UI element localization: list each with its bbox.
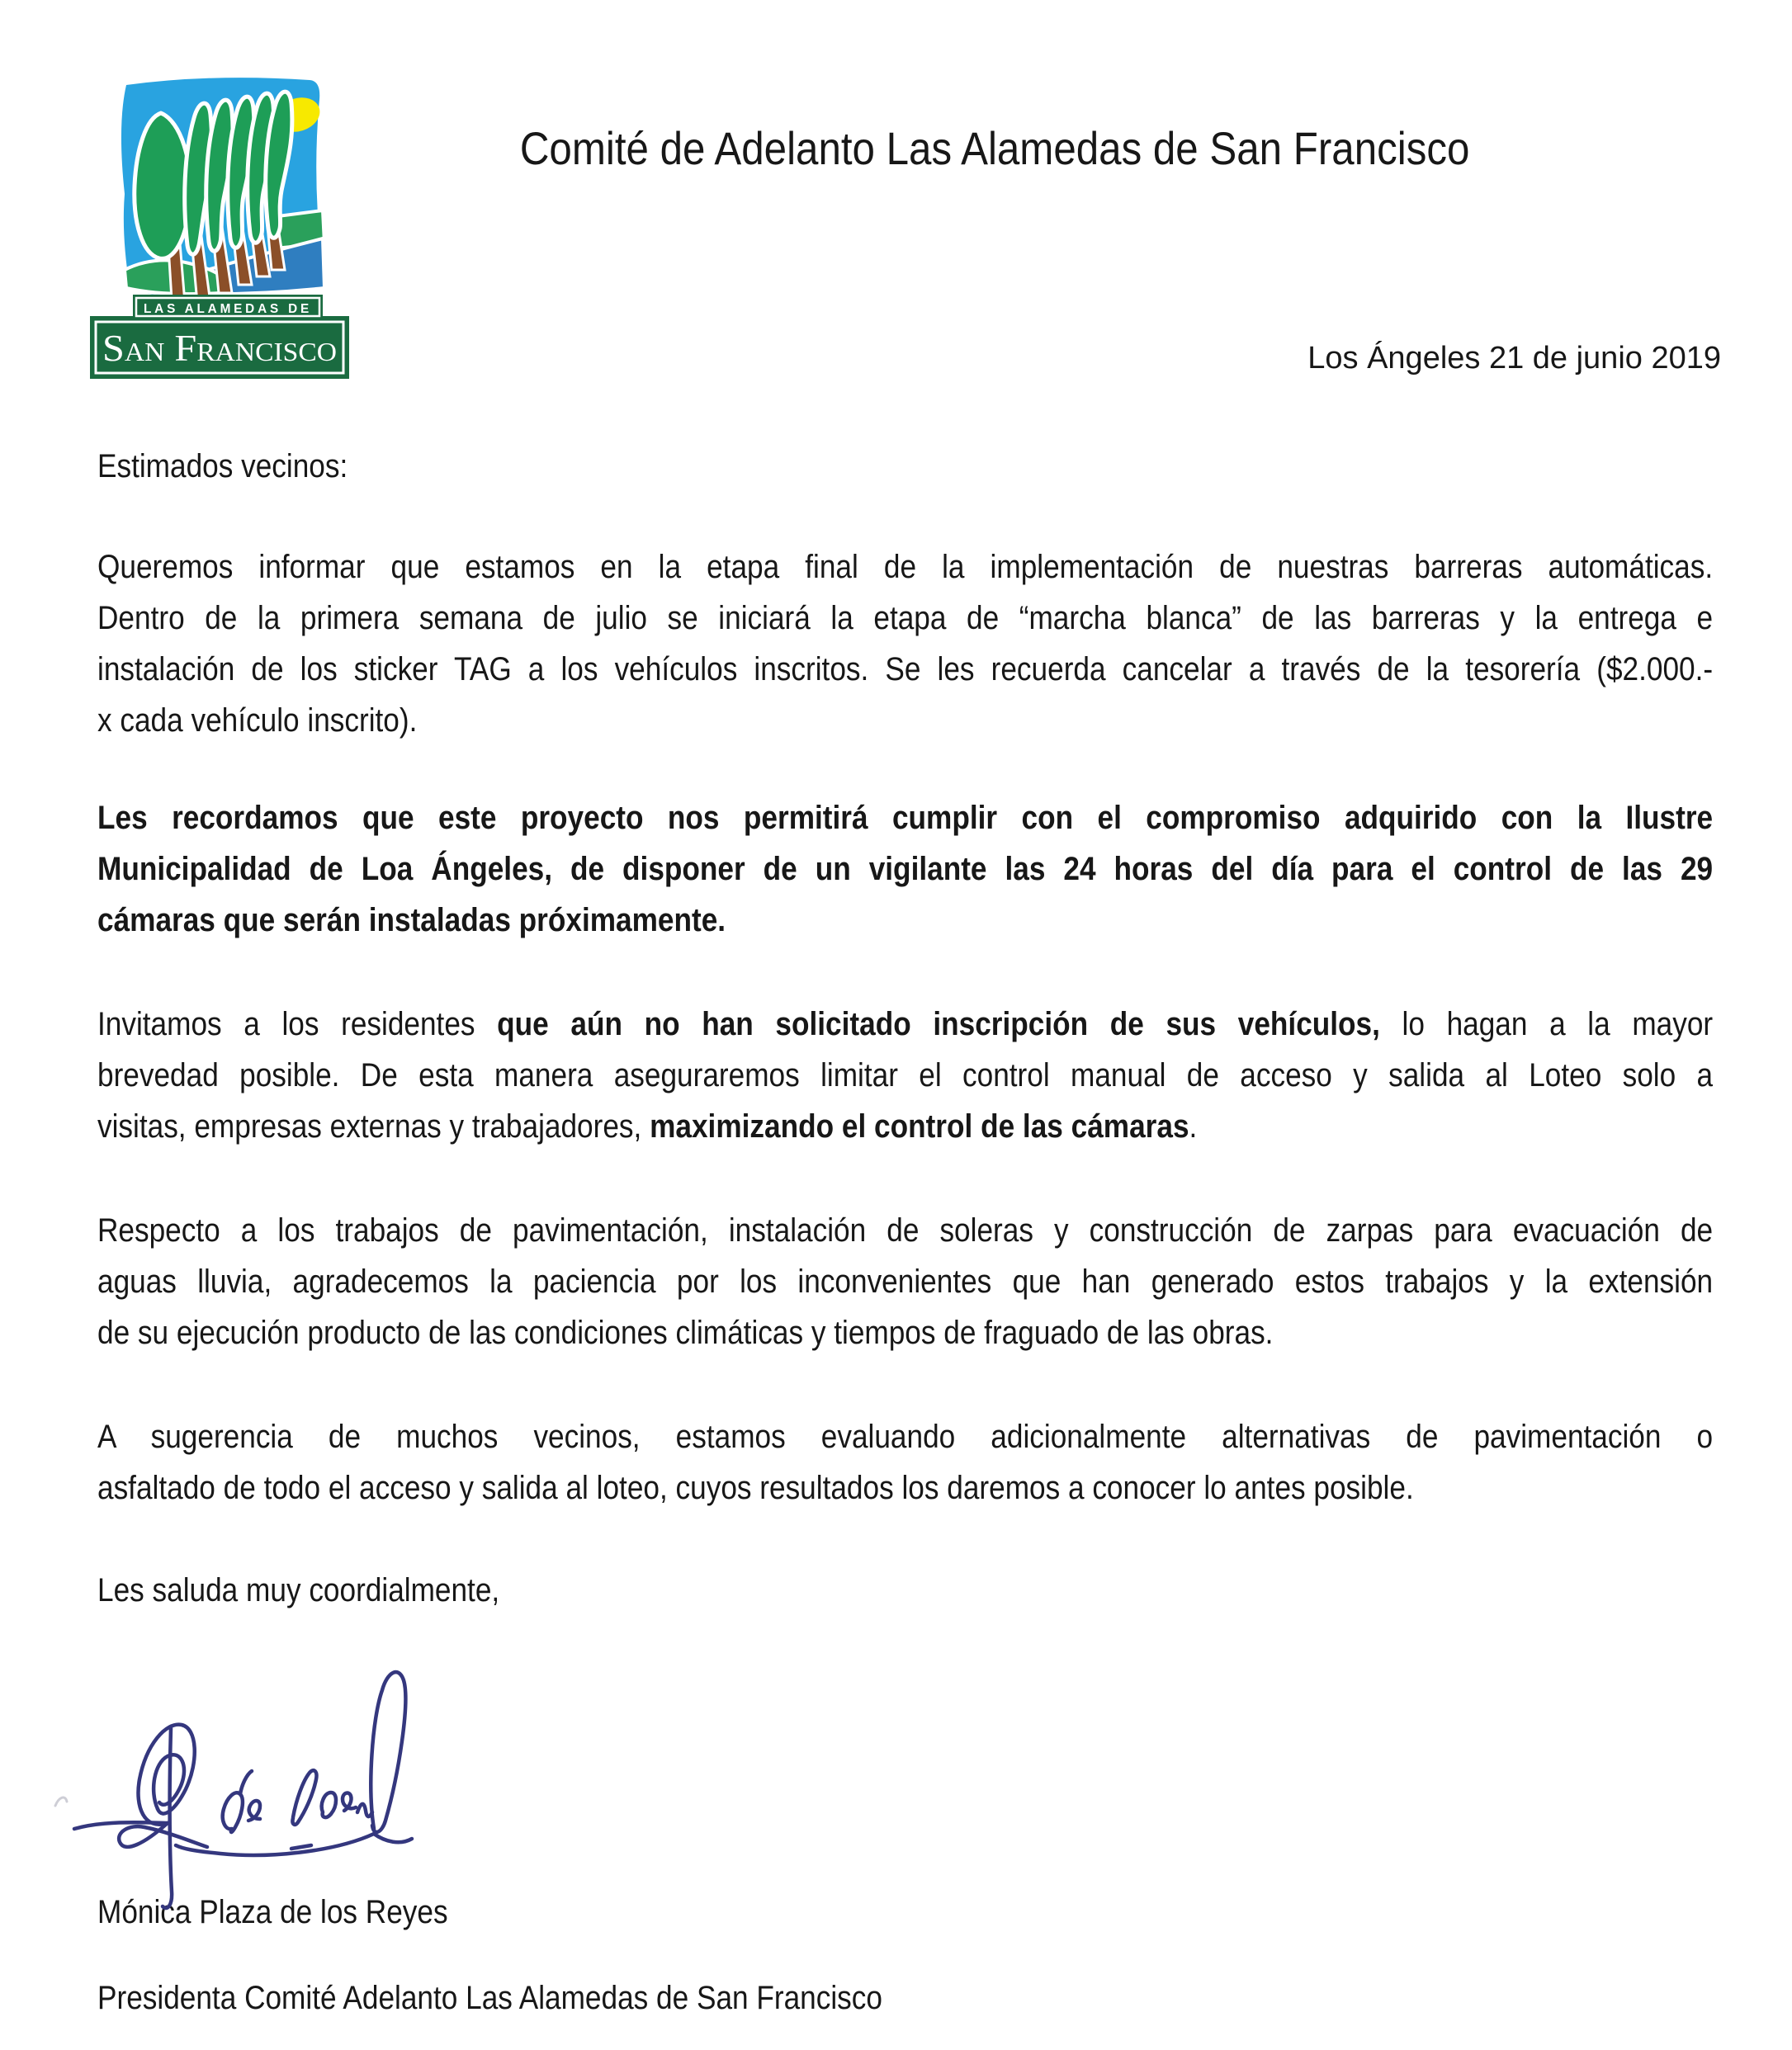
- paragraph: [97, 541, 1713, 746]
- signer-name: Mónica Plaza de los Reyes: [97, 1894, 448, 1930]
- text-line: instalación de los sticker TAG a los vehículos inscritos. Se les recuerda cancelar a través de la tesorería ($2.000.-: [97, 651, 1714, 687]
- text-line: aguas lluvia, agradecemos la paciencia por los inconvenientes que han generado estos trabajos y la extensión: [97, 1264, 1714, 1300]
- text-line: x cada vehículo inscrito).: [97, 702, 418, 739]
- letter-date: Los Ángeles 21 de junio 2019: [1307, 341, 1721, 376]
- logo-banner-line2: San Francisco: [102, 327, 337, 369]
- closing-line: Les saluda muy coordialmente,: [97, 1572, 500, 1608]
- text-line: cámaras que serán instaladas próximamente.: [97, 902, 726, 938]
- logo: [88, 70, 352, 382]
- paragraphs: [97, 541, 1713, 1514]
- text-line: Queremos informar que estamos en la etapa final de la implementación de nuestras barreras automáticas.: [97, 549, 1714, 585]
- text-line: Respecto a los trabajos de pavimentación, instalación de soleras y construcción de zarpas para evacuación de: [97, 1212, 1714, 1249]
- paragraph: [97, 1205, 1713, 1358]
- text-line: de su ejecución producto de las condiciones climáticas y tiempos de fraguado de las obras.: [97, 1315, 1274, 1351]
- signer-role: Presidenta Comité Adelanto Las Alamedas de San Francisco: [97, 1980, 882, 2016]
- page-title: Comité de Adelanto Las Alamedas de San Francisco: [519, 122, 1470, 174]
- paragraph: [97, 1411, 1713, 1514]
- text-line: Les recordamos que este proyecto nos permitirá cumplir con el compromiso adquirido con la Ilustre: [97, 800, 1714, 836]
- logo-banner: [90, 295, 349, 379]
- text-line: asfaltado de todo el acceso y salida al loteo, cuyos resultados los daremos a conocer lo antes posible.: [97, 1470, 1414, 1506]
- text-line: brevedad posible. De esta manera aseguraremos limitar el control manual de acceso y salida al Loteo solo a: [97, 1057, 1714, 1093]
- signature-block: [45, 1659, 1531, 2047]
- logo-banner-line1: LAS ALAMEDAS DE: [144, 302, 312, 316]
- text-line: visitas, empresas externas y trabajadores, maximizando el control de las cámaras.: [97, 1108, 1198, 1145]
- logo-graphic: [88, 70, 352, 382]
- text-line: A sugerencia de muchos vecinos, estamos evaluando adicionalmente alternativas de pavimentación o: [97, 1419, 1714, 1455]
- paragraph: [97, 999, 1713, 1152]
- text-line: Invitamos a los residentes que aún no han solicitado inscripción de sus vehículos, lo hagan a la mayor: [97, 1006, 1714, 1042]
- salutation: Estimados vecinos:: [97, 448, 348, 484]
- tree-icon: [135, 113, 191, 258]
- paragraph: [97, 792, 1713, 946]
- text-line: Dentro de la primera semana de julio se iniciará la etapa de “marcha blanca” de las barreras y la entrega e: [97, 600, 1714, 636]
- tree-canopies: [135, 92, 292, 258]
- text-line: Municipalidad de Loa Ángeles, de disponer de un vigilante las 24 horas del día para el control de las 29: [97, 851, 1714, 887]
- letter-body: [97, 441, 1713, 1616]
